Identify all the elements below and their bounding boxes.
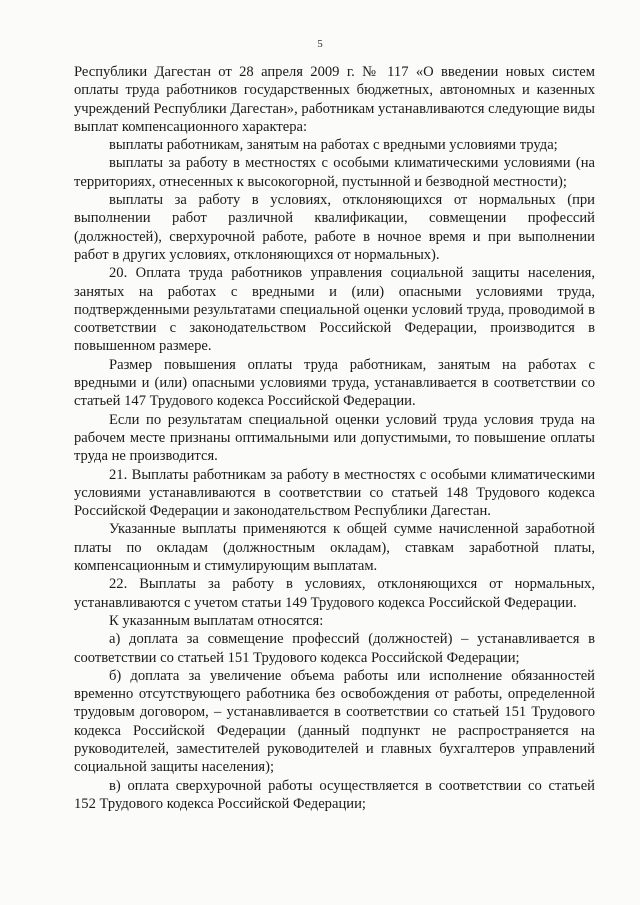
paragraph: 22. Выплаты за работу в условиях, отклоняющихся от нормальных, устанавливаются с учетом статьи 149 Трудового кодекса Российской Федерации. (74, 576, 595, 611)
paragraph: Размер повышения оплаты труда работникам, занятым на работах с вредными и (или) опасными условиями труда, устанавливается в соответствии со статьей 147 Трудового кодекса Российской Федерации. (74, 356, 595, 410)
paragraph: 21. Выплаты работникам за работу в местностях с особыми климатическими условиями устанавливаются в соответствии со статьей 148 Трудового кодекса Российской Федерации и законодательством Республики Дагестан. (74, 466, 595, 520)
paragraph: Указанные выплаты применяются к общей сумме начисленной заработной платы по окладам (должностным окладам), ставкам заработной платы, компенсационным и стимулирующим выплатам. (74, 521, 595, 575)
document-body (74, 63, 595, 813)
paragraph: а) доплата за совмещение профессий (должностей) – устанавливается в соответствии со статьей 151 Трудового кодекса Российской Федерации; (74, 631, 595, 666)
paragraph: выплаты за работу в местностях с особыми климатическими условиями (на территориях, отнесенных к высокогорной, пустынной и безводной местности); (74, 155, 595, 190)
paragraph: К указанным выплатам относятся: (109, 612, 324, 629)
paragraph: Республики Дагестан от 28 апреля 2009 г. № 117 «О введении новых систем оплаты труда работников государственных бюджетных, автономных и казенных учреждений Республики Дагестан», работникам устанавливаются следующие виды выплат компенсационного характера: (74, 64, 595, 135)
paragraph: Если по результатам специальной оценки условий труда условия труда на рабочем месте признаны оптимальными или допустимыми, то повышение оплаты труда не производится. (74, 411, 595, 465)
paragraph: в) оплата сверхурочной работы осуществляется в соответствии со статьей 152 Трудового кодекса Российской Федерации; (74, 777, 595, 812)
paragraph: б) доплата за увеличение объема работы или исполнение обязанностей временно отсутствующего работника без освобождения от работы, определенной трудовым договором, – устанавливается в соответствии со статьей 151 Трудового кодекса Российской Федерации (данный подпункт не распространяется на руководителей, заместителей руководителей и главных бухгалтеров управлений социальной защиты населения); (74, 667, 595, 776)
paragraph: 20. Оплата труда работников управления социальной защиты населения, занятых на работах с вредными и (или) опасными условиями труда, подтвержденными результатами специальной оценки условий труда, проводимой в соответствии с законодательством Российской Федерации, производится в повышенном размере. (74, 265, 595, 355)
paragraph: выплаты за работу в условиях, отклоняющихся от нормальных (при выполнении работ различной квалификации, совмещении профессий (должностей), сверхурочной работе, работе в ночное время и при выполнении работ в других условиях, отклоняющихся от нормальных). (74, 192, 595, 263)
page-number: 5 (317, 38, 323, 50)
paragraph: выплаты работникам, занятым на работах с вредными условиями труда; (109, 137, 558, 154)
